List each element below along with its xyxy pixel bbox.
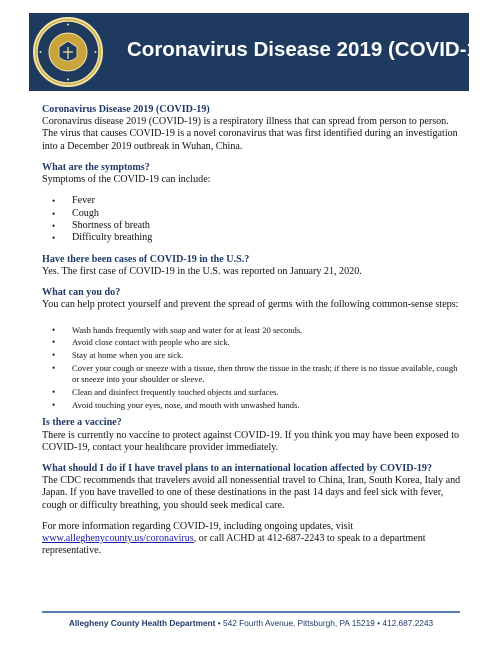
travel-text: The CDC recommends that travelers avoid all nonessential travel to China, Iran, South Korea, Italy and Japan. If you have travelled to one of these destinations in the past 14 days and feel sick with fever, cough or difficulty breathing, you should seek medical care. [42, 475, 461, 511]
seal-emblem-icon [35, 19, 101, 85]
list-item: • Wash hands frequently with soap and water for at least 20 seconds. [42, 325, 464, 336]
list-item: • Clean and disinfect frequently touched objects and surfaces. [42, 387, 464, 398]
symptoms-list [42, 195, 464, 245]
vaccine-heading: Is there a vaccine? [42, 417, 122, 429]
travel-heading: What should I do if I have travel plans to an international location affected by COVID-19? [42, 463, 433, 475]
more-info-text [42, 521, 464, 558]
cases-text: Yes. The first case of COVID-19 in the U.S. was reported on January 21, 2020. [42, 266, 362, 278]
list-item: • Avoid touching your eyes, nose, and mouth with unwashed hands. [42, 400, 464, 411]
document-body [42, 104, 464, 557]
coronavirus-info-link[interactable]: www.alleghenycounty.us/coronavirus [42, 533, 194, 545]
footer [42, 618, 460, 628]
list-item: • Difficulty breathing [42, 232, 464, 244]
list-item: • Stay at home when you are sick. [42, 350, 464, 361]
intro-heading: Coronavirus Disease 2019 (COVID-19) [42, 104, 210, 115]
list-item: • Cover your cough or sneeze with a tissue, then throw the tissue in the trash; if there is no tissue available, cough or sneeze into your shoulder or sleeve. [42, 363, 464, 385]
symptoms-lead: Symptoms of the COVID-19 can include: [42, 174, 211, 186]
header-banner [29, 13, 497, 91]
more-info-tail: , or call ACHD at 412-687-2243 to speak to a department representative. [42, 533, 426, 557]
list-item: • Cough [42, 208, 464, 220]
footer-org: Allegheny County Health Department [68, 618, 216, 628]
prevention-list [42, 325, 464, 411]
intro-text: Coronavirus disease 2019 (COVID-19) is a respiratory illness that can spread from person to person. The virus that causes COVID-19 is a novel coronavirus that was first identified during an investigation into a December 2019 outbreak in Wuhan, China. [42, 116, 458, 152]
footer-divider [42, 611, 460, 613]
prevention-heading: What can you do? [42, 287, 121, 299]
cases-heading: Have there been cases of COVID-19 in the U.S.? [42, 253, 250, 265]
footer-contact: • 542 Fourth Avenue, Pittsburgh, PA 15219 • 412.687.2243 [215, 618, 434, 628]
prevention-lead: You can help protect yourself and prevent the spread of germs with the following common-sense steps: [42, 299, 459, 311]
list-item: • Shortness of breath [42, 220, 464, 232]
symptoms-heading: What are the symptoms? [42, 161, 150, 173]
page-title: Coronavirus Disease 2019 (COVID-19) [127, 38, 497, 61]
list-item: • Avoid close contact with people who are sick. [42, 337, 464, 348]
more-info-lead: For more information regarding COVID-19, including ongoing updates, visit [42, 520, 354, 532]
county-seal-logo [33, 17, 103, 87]
list-item: • Fever [42, 195, 464, 207]
vaccine-text: There is currently no vaccine to protect against COVID-19. If you think you may have been exposed to COVID-19, contact your healthcare provider immediately. [42, 429, 460, 453]
